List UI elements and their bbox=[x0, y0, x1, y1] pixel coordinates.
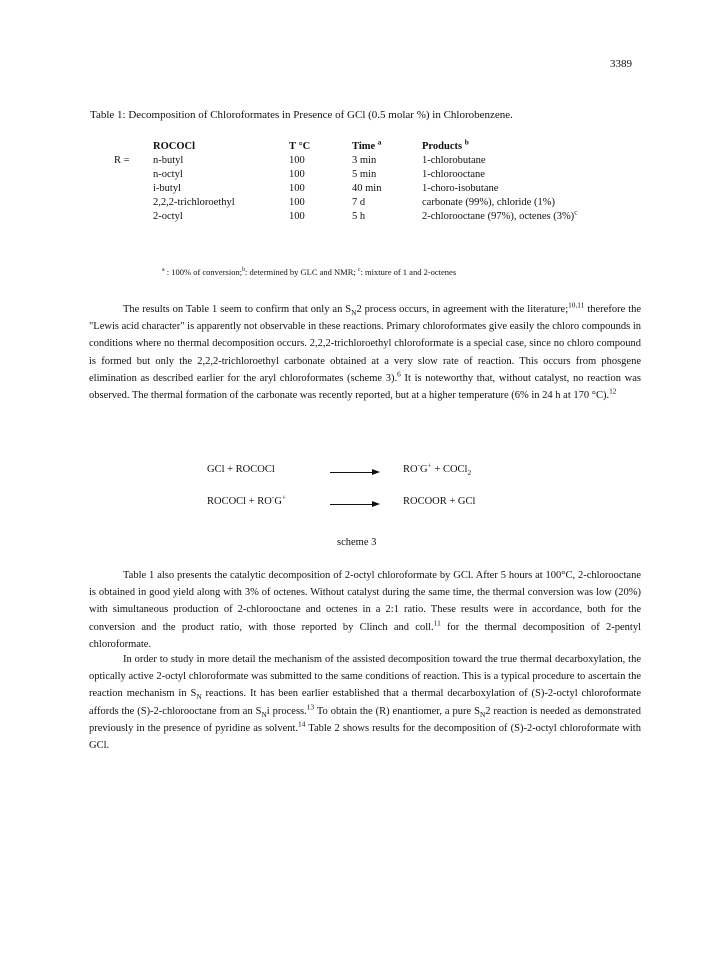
p1-sub: N bbox=[351, 308, 357, 318]
citation: 14 bbox=[298, 719, 306, 729]
cell-spacer bbox=[114, 211, 153, 225]
scheme-text: G bbox=[420, 464, 428, 475]
cell-products bbox=[422, 207, 652, 225]
paragraph-mechanism bbox=[89, 651, 641, 754]
cell-spacer bbox=[114, 197, 153, 211]
scheme-charge: + bbox=[427, 460, 432, 470]
p1-text: The results on Table 1 seem to confirm that only an S bbox=[123, 304, 352, 315]
p1-text: 2 process occurs, in agreement with the literature; bbox=[356, 304, 569, 315]
citation: 12 bbox=[609, 386, 617, 396]
footnote-a-mark: a bbox=[162, 267, 165, 274]
cell-temp: 100 bbox=[289, 183, 305, 194]
p3-text: To obtain the (R) enantiomer, a pure S bbox=[314, 705, 480, 717]
header-temp: T °C bbox=[289, 141, 311, 152]
scheme-text: RO bbox=[403, 464, 418, 475]
table-caption: Table 1: Decomposition of Chloroformates in Presence of GCl (0.5 molar %) in Chlorobenzene. bbox=[90, 109, 513, 121]
footnote-b-text: : determined by GLC and NMR; bbox=[245, 267, 356, 277]
table-footnotes bbox=[162, 267, 456, 277]
cell-r: n-butyl bbox=[153, 155, 184, 166]
data-table bbox=[114, 137, 652, 225]
footnote-a-text: : 100% of conversion; bbox=[166, 267, 243, 277]
p3-text: reactions. It has been earlier established that a thermal decarboxylation of (S)-2-octyl chloroformate affords the (S)-2-chlorooctane from an S bbox=[89, 688, 641, 717]
cell-spacer bbox=[114, 183, 153, 197]
header-time-mark: a bbox=[377, 137, 382, 147]
scheme-text: G bbox=[274, 496, 282, 507]
cell-time: 7 d bbox=[352, 197, 366, 208]
cell-products: carbonate (99%), chloride (1%) bbox=[422, 197, 555, 208]
table-row bbox=[114, 211, 652, 225]
cell-temp: 100 bbox=[289, 155, 305, 166]
p3-text: In order to study in more detail the mechanism of the assisted decomposition toward the true thermal decarboxylation, the optically active 2-octyl chloroformate was submitted to the same conditions of reaction. This is a typical procedure to ascertain the reaction mechanism in S bbox=[89, 654, 641, 700]
p3-text: i process. bbox=[266, 705, 307, 717]
cell-time: 40 min bbox=[352, 183, 382, 194]
p3-sub: N bbox=[261, 709, 267, 719]
cell-spacer bbox=[114, 169, 153, 183]
reaction-arrow-2 bbox=[330, 504, 378, 505]
footnote-c-mark: c bbox=[357, 267, 361, 274]
paragraph-results bbox=[89, 301, 641, 404]
citation: 11 bbox=[433, 618, 441, 628]
table-row bbox=[114, 169, 652, 183]
scheme-r1-right bbox=[403, 460, 472, 478]
cell-products: 1-chlorobutane bbox=[422, 155, 486, 166]
paragraph-catalytic bbox=[89, 567, 641, 653]
scheme-charge: - bbox=[271, 492, 275, 502]
p3-sub: N bbox=[196, 692, 202, 702]
table-header-row bbox=[114, 141, 652, 155]
header-time-label: Time bbox=[352, 141, 376, 152]
cell-temp: 100 bbox=[289, 169, 305, 180]
cell-r: i-butyl bbox=[153, 183, 181, 194]
cell-time: 5 min bbox=[352, 169, 377, 180]
header-time bbox=[352, 137, 422, 155]
header-products bbox=[422, 137, 652, 155]
citation: 6 bbox=[397, 369, 401, 379]
cell-time: 3 min bbox=[352, 155, 377, 166]
table-row bbox=[114, 183, 652, 197]
cell-r: 2,2,2-trichloroethyl bbox=[153, 197, 235, 208]
cell-r: 2-octyl bbox=[153, 211, 183, 222]
scheme-r2-left bbox=[207, 492, 287, 507]
scheme-r2-right: ROCOOR + GCl bbox=[403, 496, 476, 507]
cell-products-mark: c bbox=[574, 207, 578, 217]
scheme-r1-left: GCl + ROCOCl bbox=[207, 464, 275, 475]
p3-text: 2 reaction is needed as demonstrated previously in the presence of pyridine as solvent. bbox=[89, 705, 641, 734]
header-rococl: ROCOCl bbox=[153, 141, 195, 152]
footnote-c-text: : mixture of 1 and 2-octenes bbox=[360, 267, 457, 277]
scheme-label: scheme 3 bbox=[337, 537, 377, 548]
scheme-sub: 2 bbox=[467, 468, 472, 478]
p2-text: for the thermal decomposition of 2-pentyl chloroformate. bbox=[89, 621, 641, 650]
table-row bbox=[114, 155, 652, 169]
p3-sub: N bbox=[479, 709, 486, 719]
scheme-charge: + bbox=[281, 492, 287, 502]
reaction-arrow-1 bbox=[330, 472, 378, 473]
scheme-text: + COCl bbox=[431, 464, 468, 475]
scheme-charge: - bbox=[417, 460, 421, 470]
page-number: 3389 bbox=[610, 58, 632, 70]
p1-text: therefore the "Lewis acid character" is apparently not observable in these reactions. Primary chloroformates give easily the chloro compounds in conditions where no thermal decomposition occurs. 2,2,2-trichloroethyl chloroformate is a special case, since no chloro compound is formed but only the 2,2,2-trichloroethyl carbonate obtained at a very slow rate of reaction. This occurs from phosgene elimination as described earlier for the aryl chloroformates (scheme 3). bbox=[89, 304, 642, 384]
p3-text: Table 2 shows results for the decomposition of (S)-2-octyl chloroformate with GCl. bbox=[89, 722, 641, 752]
cell-r: n-octyl bbox=[153, 169, 183, 180]
cell-temp: 100 bbox=[289, 211, 305, 222]
header-products-label: Products bbox=[422, 141, 463, 152]
cell-products-text: 2-chlorooctane (97%), octenes (3%) bbox=[422, 211, 575, 222]
citation: 10,11 bbox=[568, 300, 585, 310]
p1-text: It is noteworthy that, without catalyst, no reaction was observed. The thermal formation of the carbonate was recently reported, but at a higher temperature (6% in 24 h at 170 °C). bbox=[89, 372, 641, 402]
cell-products: 1-chlorooctane bbox=[422, 169, 485, 180]
header-spacer bbox=[114, 141, 153, 155]
header-products-mark: b bbox=[464, 137, 469, 147]
citation: 13 bbox=[306, 702, 315, 712]
cell-temp: 100 bbox=[289, 197, 305, 208]
footnote-b-mark: b bbox=[242, 267, 246, 274]
scheme-text: ROCOCl + RO bbox=[207, 496, 272, 507]
cell-products: 1-choro-isobutane bbox=[422, 183, 499, 194]
r-label: R = bbox=[114, 155, 130, 166]
p2-text: Table 1 also presents the catalytic decomposition of 2-octyl chloroformate by GCl. After 5 hours at 100°C, 2-chlorooctane is obtained in good yield along with 3% of octenes. Without catalyst during the same time, the thermal conversion was low (20%) with simultaneous production of 2-chlorooctane and octenes in a 2:1 ratio. These results were in accordance, both for the conversion and the product ratio, with those reported by Clinch and coll. bbox=[89, 570, 641, 633]
cell-time: 5 h bbox=[352, 211, 366, 222]
table-row bbox=[114, 197, 652, 211]
